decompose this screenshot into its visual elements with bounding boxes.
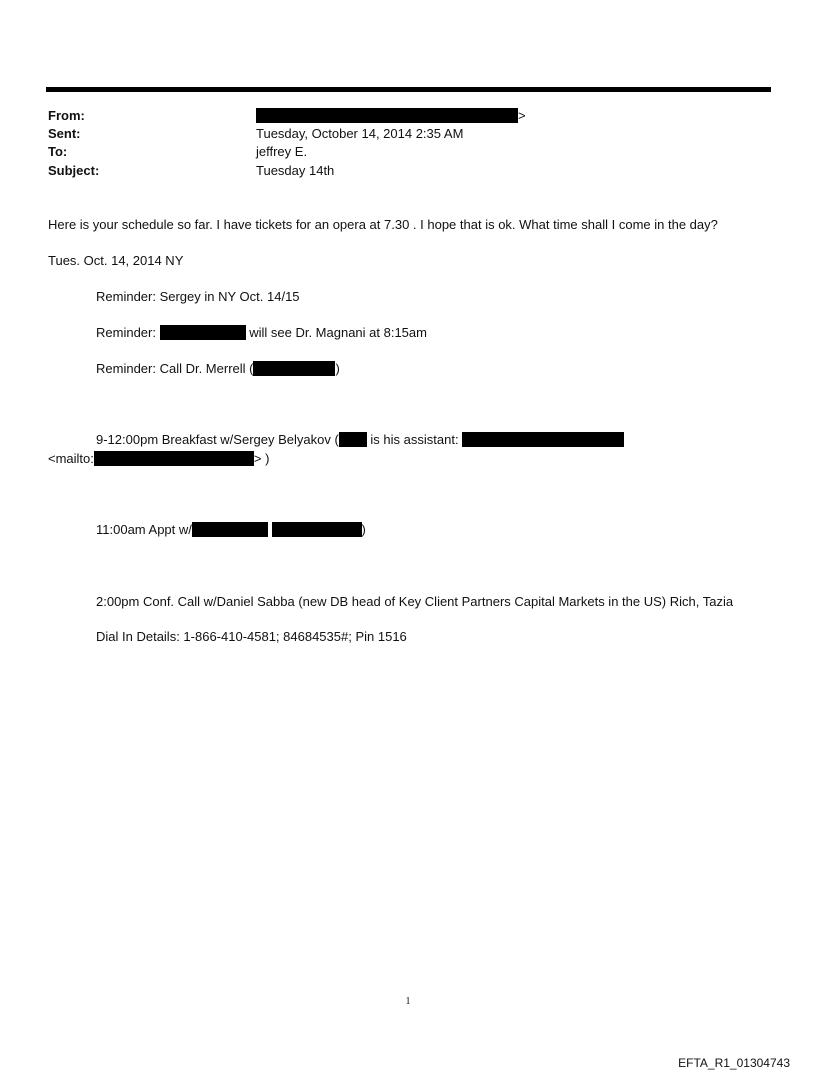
- reminder3-suffix: ): [335, 361, 340, 376]
- redaction-box: [160, 325, 246, 340]
- redaction-box: [339, 432, 367, 447]
- from-label: From:: [48, 108, 85, 123]
- mailto-suffix: > ): [253, 451, 270, 466]
- breakfast-prefix: 9-12:00pm Breakfast w/Sergey Belyakov (: [96, 432, 339, 447]
- page-number: 1: [405, 996, 411, 1007]
- sent-value: Tuesday, October 14, 2014 2:35 AM: [256, 126, 464, 141]
- from-value: [256, 107, 526, 125]
- from-suffix: >: [518, 108, 526, 123]
- breakfast-line: [96, 431, 624, 449]
- date-line: Tues. Oct. 14, 2014 NY: [48, 253, 184, 268]
- appt-suffix: ): [361, 522, 366, 537]
- redaction-box: [253, 361, 335, 376]
- subject-value: Tuesday 14th: [256, 163, 335, 178]
- intro-text: Here is your schedule so far. I have tickets for an opera at 7.30 . I hope that is ok. What time shall I come in the day?: [48, 217, 718, 232]
- reminder2-prefix: Reminder:: [96, 325, 156, 340]
- mailto-prefix: <mailto:: [48, 451, 94, 466]
- appt-line: [96, 521, 366, 539]
- mailto-line: [48, 450, 269, 468]
- redaction-box: [256, 108, 518, 123]
- reminder2-suffix: will see Dr. Magnani at 8:15am: [249, 325, 427, 340]
- appt-prefix: 11:00am Appt w/: [96, 522, 192, 537]
- reminder-magnani: [96, 324, 427, 342]
- reminder3-prefix: Reminder: Call Dr. Merrell (: [96, 361, 254, 376]
- sent-label: Sent:: [48, 126, 81, 141]
- document-id: EFTA_R1_01304743: [678, 1056, 790, 1070]
- reminder-merrell: [96, 360, 340, 378]
- subject-label: Subject:: [48, 163, 100, 178]
- header-rule: [46, 87, 771, 92]
- breakfast-middle: is his assistant:: [370, 432, 459, 447]
- redaction-box: [462, 432, 624, 447]
- to-label: To:: [48, 144, 68, 159]
- conf-call-line: 2:00pm Conf. Call w/Daniel Sabba (new DB head of Key Client Partners Capital Markets in the US) Rich, Tazia: [96, 594, 734, 609]
- reminder-sergey: Reminder: Sergey in NY Oct. 14/15: [96, 289, 300, 304]
- to-value: jeffrey E.: [256, 144, 308, 159]
- dial-in-line: Dial In Details: 1-866-410-4581; 84684535#; Pin 1516: [96, 629, 407, 644]
- redaction-box: [94, 451, 254, 466]
- redaction-box: [192, 522, 268, 537]
- redaction-box: [272, 522, 362, 537]
